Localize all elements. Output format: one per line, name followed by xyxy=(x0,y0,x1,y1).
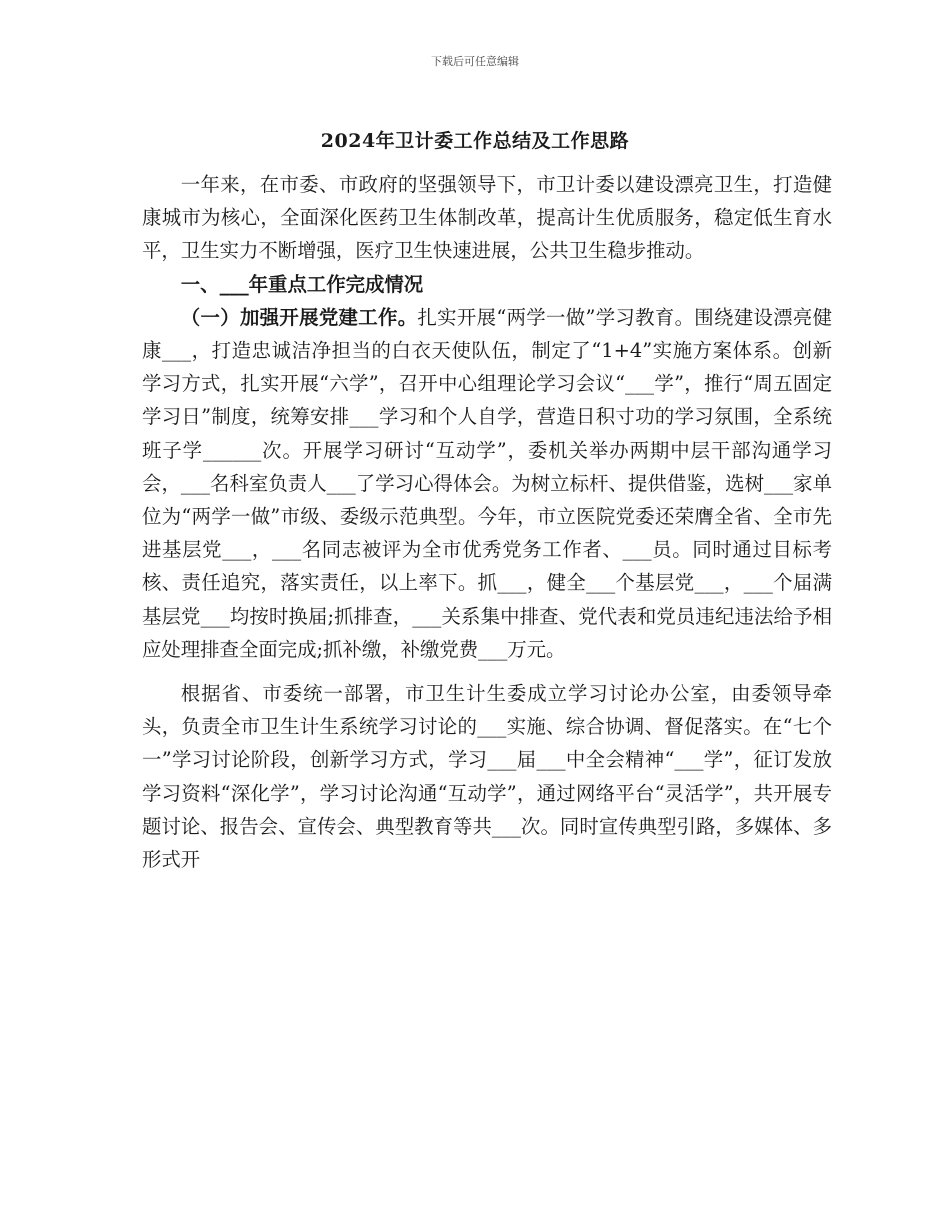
section-heading: 一、___年重点工作完成情况 xyxy=(180,272,424,296)
study-discussion-paragraph: 根据省、市委统一部署，市卫生计生委成立学习讨论办公室，由委领导牵头，负责全市卫生计生系统学习讨论的___实施、综合协调、督促落实。在“七个一”学习讨论阶段，创新学习方式，学习___届___中全会精神“___学”，征订发放学习资料“深化学”，学习讨论沟通“互动学”，通过网络平台“灵活学”，共开展专题讨论、报告会、宣传会、典型教育等共___次。同时宣传典型引路，多媒体、多形式开 xyxy=(142,682,832,872)
document-body xyxy=(142,168,832,876)
header-note: 下载后可任意编辑 xyxy=(431,55,519,68)
party-building-paragraph xyxy=(142,301,832,666)
party-building-text: 扎实开展“两学一做”学习教育。围绕建设漂亮健康___，打造忠诚洁净担当的白衣天使队伍，制定了“1+4”实施方案体系。创新学习方式，扎实开展“六学”，召开中心组理论学习会议“___学”，推行“周五固定学习日”制度，统筹安排___学习和个人自学，营造日积寸功的学习氛围，全系统班子学______次。开展学习研讨“互动学”，委机关举办两期中层干部沟通学习会，___名科室负责人___了学习心得体会。为树立标杆、提供借鉴，选树___家单位为“两学一做”市级、委级示范典型。今年，市立医院党委还荣膺全省、全市先进基层党___，___名同志被评为全市优秀党务工作者、___员。同时通过目标考核、责任追究，落实责任，以上率下。抓___，健全___个基层党___，___个届满基层党___均按时换届;抓排查，___关系集中排查、党代表和党员违纪违法给予相应处理排查全面完成;抓补缴，补缴党费___万元。 xyxy=(142,305,833,661)
document-title: 2024年卫计委工作总结及工作思路 xyxy=(320,130,630,152)
subsection-heading: （一）加强开展党建工作。 xyxy=(180,305,418,329)
intro-paragraph: 一年来，在市委、市政府的坚强领导下，市卫计委以建设漂亮卫生，打造健康城市为核心，全面深化医药卫生体制改革，提高计生优质服务，稳定低生育水平，卫生实力不断增强，医疗卫生快速进展，公共卫生稳步推动。 xyxy=(142,173,832,263)
